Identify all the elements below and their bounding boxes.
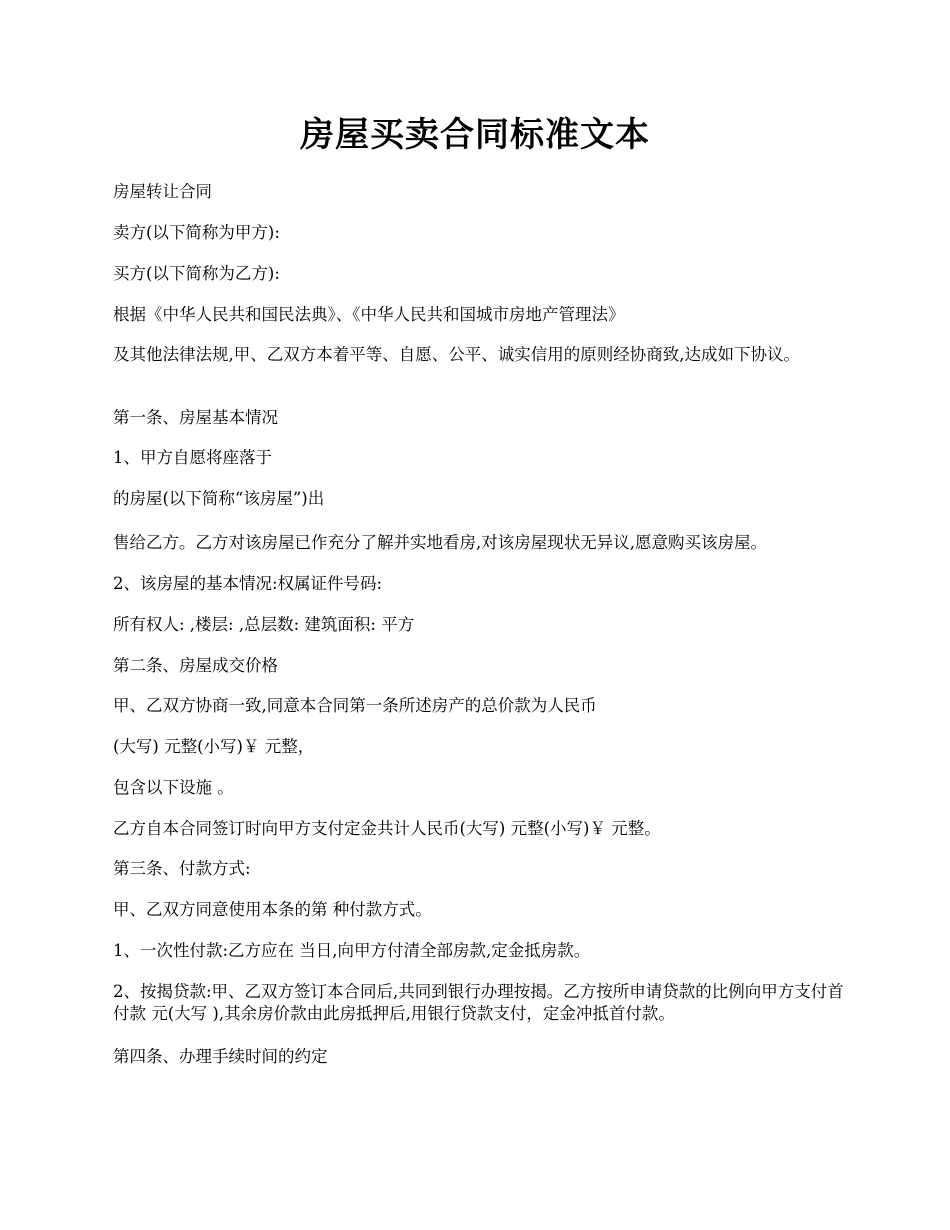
paragraph-legal-basis: 根据《中华人民共和国民法典》、《中华人民共和国城市房地产管理法》	[113, 305, 625, 324]
paragraph-total-price: 甲、乙双方协商一致,同意本合同第一条所述房产的总价款为人民币	[113, 696, 597, 715]
paragraph-principles: 及其他法律法规,甲、乙双方本着平等、自愿、公平、诚实信用的原则经协商致,达成如下协议。	[113, 345, 800, 364]
section-heading-article-1: 第一条、房屋基本情况	[113, 408, 278, 427]
paragraph-facilities: 包含以下设施 。	[113, 778, 234, 797]
paragraph-sale-agreement: 售给乙方。乙方对该房屋已作充分了解并实地看房,对该房屋现状无异议,愿意购买该房屋。	[113, 533, 767, 552]
paragraph-owner-details: 所有权人: ,楼层: ,总层数: 建筑面积: 平方	[113, 615, 415, 634]
paragraph-payment-choice: 甲、乙双方同意使用本条的第 种付款方式。	[113, 900, 432, 919]
section-heading-article-4: 第四条、办理手续时间的约定	[113, 1047, 328, 1066]
paragraph-lump-sum: 1、一次性付款:乙方应在 当日,向甲方付清全部房款,定金抵房款。	[113, 941, 591, 960]
paragraph-price-amount: (大写) 元整(小写)￥ 元整，	[113, 737, 315, 756]
paragraph-property-info: 2、该房屋的基本情况:权属证件号码:	[113, 574, 383, 593]
paragraph-mortgage: 2、按揭贷款:甲、乙双方签订本合同后,共同到银行办理按揭。乙方按所申请贷款的比例向甲方支付首付款 元(大写 ),其余房价款由此房抵押后,用银行贷款支付，定金冲抵首付款。	[113, 982, 844, 1023]
paragraph-buyer: 买方(以下简称为乙方):	[113, 264, 280, 283]
paragraph-property-alias: 的房屋(以下简称“该房屋”)出	[113, 489, 325, 508]
section-heading-article-2: 第二条、房屋成交价格	[113, 656, 278, 675]
paragraph-contract-name: 房屋转让合同	[113, 182, 212, 201]
paragraph-seller: 卖方(以下简称为甲方):	[113, 223, 280, 242]
paragraph-deposit: 乙方自本合同签订时向甲方支付定金共计人民币(大写) 元整(小写)￥ 元整。	[113, 819, 661, 838]
section-heading-article-3: 第三条、付款方式:	[113, 859, 251, 878]
paragraph-location: 1、甲方自愿将座落于	[113, 448, 272, 467]
document-title: 房屋买卖合同标准文本	[300, 115, 650, 155]
